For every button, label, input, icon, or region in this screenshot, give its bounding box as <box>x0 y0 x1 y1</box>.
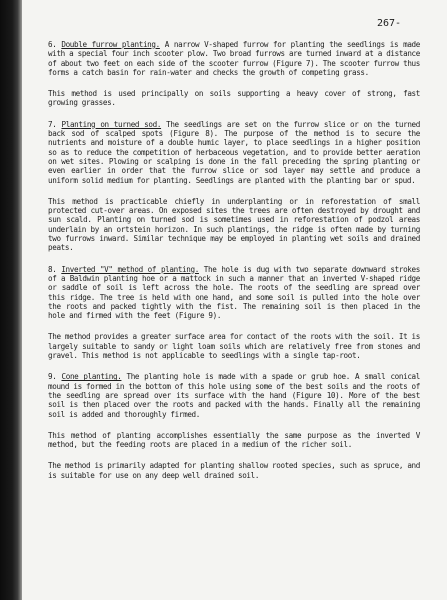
paragraph-double-furrow-usage <box>48 89 420 108</box>
section-cone-planting <box>48 372 420 418</box>
document-body <box>48 40 420 492</box>
book-spine-shadow <box>0 0 22 600</box>
section-heading: Double furrow planting. <box>61 40 160 49</box>
paragraph-text: The method provides a greater surface area for contact of the roots with the soil. It is largely suitable to sandy or light loam soils which are relatively free from stones and gravel. This method is not applicable to seedlings with a single tap-root. <box>48 332 420 361</box>
document-page <box>22 0 447 600</box>
section-number: 8. <box>48 264 57 274</box>
paragraph-cone-planting-adaptation <box>48 461 420 480</box>
section-text: The hole is dug with two separate downward strokes of a Baldwin planting hoe or a mattock in such a manner that an inverted V-shaped ridge or saddle of soil is left across the hole. The roots of the seedling are spread over this ridge. The tree is held with one hand, and some soil is pulled into the hole over the roots and packed tightly with the fist. The remaining soil is then placed in the hole and firmed with the feet (Figure 9). <box>48 264 420 321</box>
section-heading: Inverted "V" method of planting. <box>61 264 199 274</box>
section-number: 6. <box>48 40 57 49</box>
paragraph-turned-sod-usage <box>48 197 420 253</box>
section-number: 9. <box>48 372 57 382</box>
section-text: A narrow V-shaped furrow for planting the seedlings is made with a special four inch scooter plow. Two broad furrows are turned inward at a distance of about two feet on each side of the scooter furrow (Figure 7). The scooter furrow thus forms a catch basin for rain-water and checks the growth of competing grass. <box>48 40 420 77</box>
paragraph-text: The method is primarily adapted for planting shallow rooted species, such as spruce, and is suitable for use on any deep well drained soil. <box>48 461 420 480</box>
paragraph-cone-planting-purpose <box>48 431 420 450</box>
paragraph-text: This method is used principally on soils supporting a heavy cover of strong, fast growing grasses. <box>48 89 420 108</box>
section-number: 7. <box>48 119 57 129</box>
paragraph-text: This method of planting accomplishes essentially the same purpose as the inverted V method, but the feeding roots are placed in a medium of the richer soil. <box>48 430 420 450</box>
section-inverted-v-method <box>48 265 420 321</box>
paragraph-inverted-v-usage <box>48 332 420 360</box>
section-planting-on-turned-sod <box>48 120 420 185</box>
section-double-furrow-planting <box>48 40 420 77</box>
page-number: 267- <box>377 18 402 29</box>
section-heading: Planting on turned sod. <box>61 119 162 129</box>
section-text: The seedlings are set on the furrow slice or on the turned back sod of scalped spots (Figure 8). The purpose of the method is to secure the nutrients and moisture of a double humic layer, to place seedlings in a higher position so as to reduce the competition of herbaceous vegetation, and to provide better aeration on wet sites. Plowing or scalping is done in the fall preceding the spring planting or even earlier in order that the furrow slice or sod layer may settle and produce a uniform solid medium for planting. Seedlings are planted with the planting bar or spud. <box>48 119 420 185</box>
paragraph-text: This method is practicable chiefly in underplanting or in reforestation of small protected cut-over areas. On exposed sites the trees are often destroyed by drought and sun scald. Planting on turned sod is sometimes used in reforestation of podzol areas underlain by an ortstein horizon. In such plantings, the ridge is often made by turning two furrows inward. Similar technique may be employed in planting wet soils and drained peats. <box>48 196 420 253</box>
section-text: The planting hole is made with a spade or grub hoe. A small conical mound is formed in the bottom of this hole using some of the best soils and the roots of the seedling are spread over its surface with the hand (Figure 10). More of the best soil is then placed over the roots and packed with the hands. Finally all the remaining soil is added and thoroughly firmed. <box>48 372 420 419</box>
section-heading: Cone planting. <box>61 372 122 382</box>
